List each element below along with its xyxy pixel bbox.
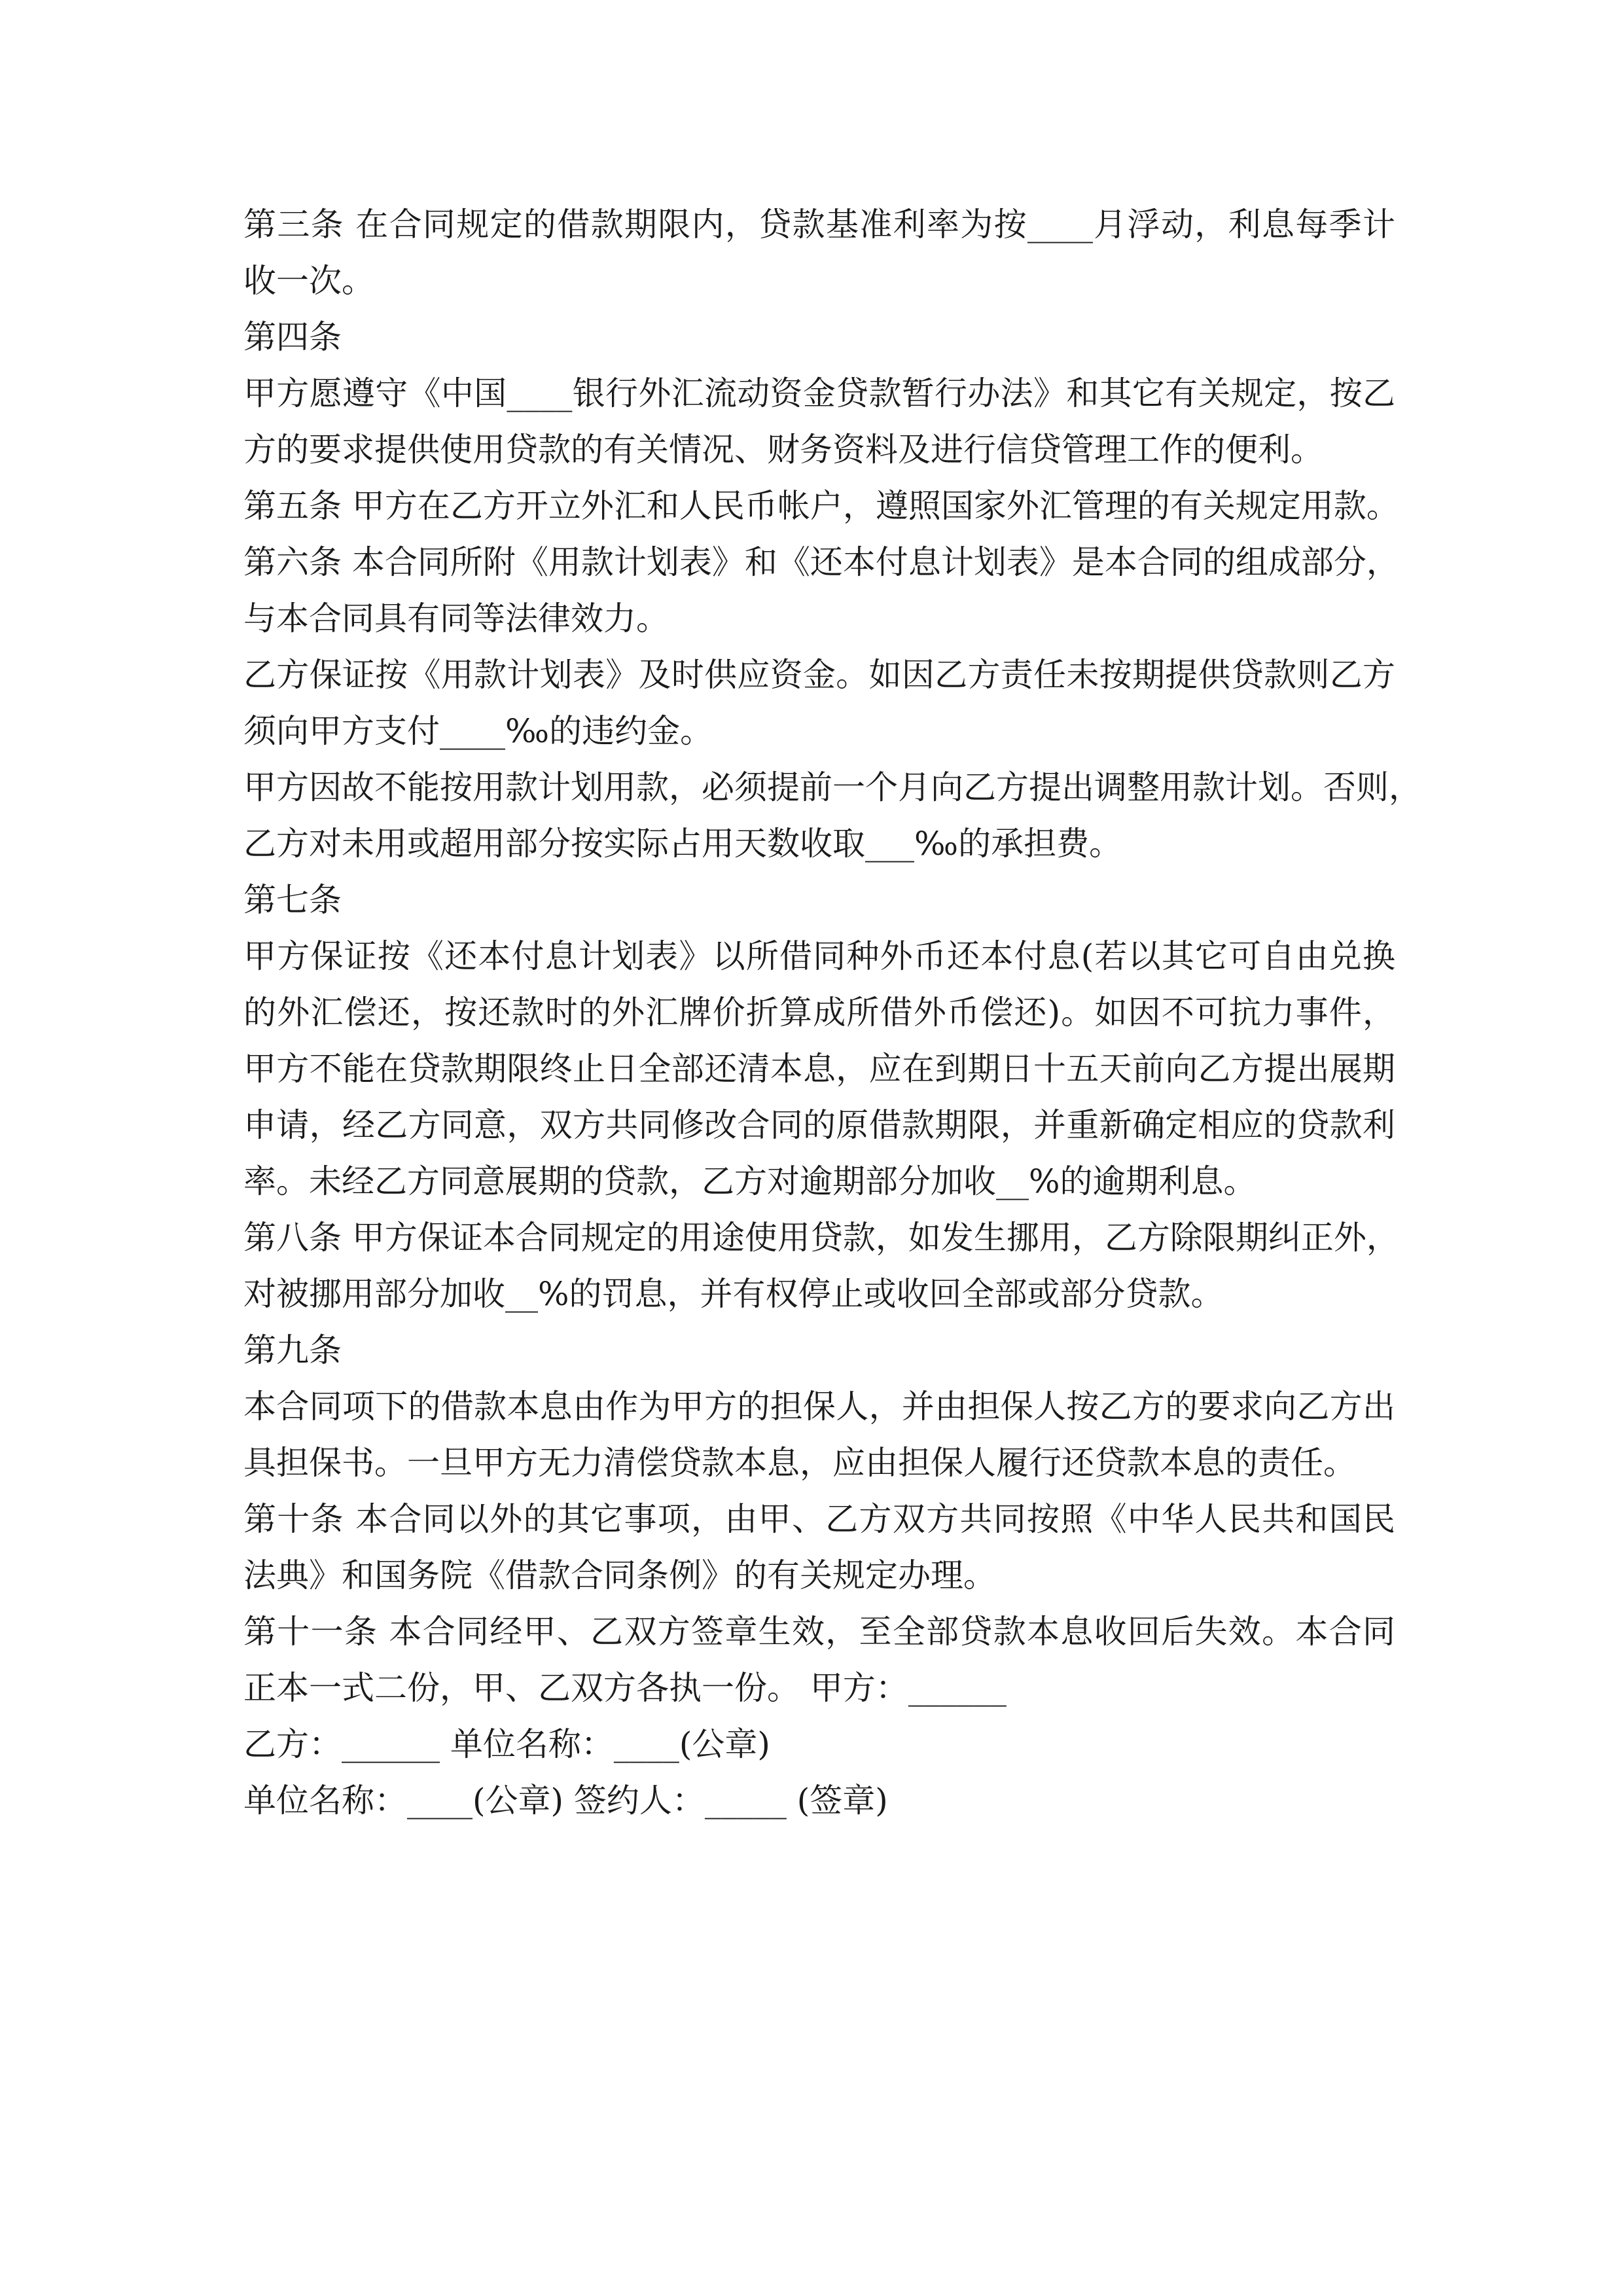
text-line: 乙方对未用或超用部分按实际占用天数收取___‰的承担费。 bbox=[243, 825, 1122, 863]
article-heading: 第九条 bbox=[243, 1331, 342, 1369]
text-line: 收一次。 bbox=[243, 262, 374, 300]
text-line: 甲方因故不能按用款计划用款，必须提前一个月向乙方提出调整用款计划。否则， bbox=[243, 768, 1421, 806]
text-line: 须向甲方支付____‰的违约金。 bbox=[243, 712, 713, 750]
text-line: 第十一条 本合同经甲、乙双方签章生效，至全部贷款本息收回后失效。本合同 bbox=[243, 1613, 1395, 1651]
text-line: 乙方保证按《用款计划表》及时供应资金。如因乙方责任未按期提供贷款则乙方 bbox=[243, 656, 1395, 694]
text-line: 甲方保证按《还本付息计划表》以所借同种外币还本付息(若以其它可自由兑换 bbox=[243, 937, 1395, 975]
article-heading: 第七条 bbox=[243, 881, 342, 919]
text-line: 具担保书。一旦甲方无力清偿贷款本息，应由担保人履行还贷款本息的责任。 bbox=[243, 1444, 1356, 1482]
text-line: 第五条 甲方在乙方开立外汇和人民币帐户，遵照国家外汇管理的有关规定用款。 bbox=[243, 487, 1399, 525]
text-line: 与本合同具有同等法律效力。 bbox=[243, 600, 669, 637]
signature-line: 乙方：______ 单位名称：____(公章) bbox=[243, 1725, 770, 1763]
text-line: 率。未经乙方同意展期的贷款，乙方对逾期部分加收__%的逾期利息。 bbox=[243, 1162, 1257, 1200]
text-line: 的外汇偿还，按还款时的外汇牌价折算成所借外币偿还)。如因不可抗力事件， bbox=[243, 994, 1395, 1031]
text-line: 申请，经乙方同意，双方共同修改合同的原借款期限，并重新确定相应的贷款利 bbox=[243, 1106, 1395, 1144]
text-line: 甲方愿遵守《中国____银行外汇流动资金贷款暂行办法》和其它有关规定，按乙 bbox=[243, 374, 1395, 412]
signature-line: 正本一式二份，甲、乙双方各执一份。 甲方：______ bbox=[243, 1669, 1007, 1707]
text-line: 本合同项下的借款本息由作为甲方的担保人，并由担保人按乙方的要求向乙方出 bbox=[243, 1388, 1395, 1426]
text-line: 第三条 在合同规定的借款期限内，贷款基准利率为按____月浮动，利息每季计 bbox=[243, 206, 1395, 243]
contract-text bbox=[243, 196, 1421, 1829]
text-line: 第六条 本合同所附《用款计划表》和《还本付息计划表》是本合同的组成部分， bbox=[243, 543, 1399, 581]
text-line: 对被挪用部分加收__%的罚息，并有权停止或收回全部或部分贷款。 bbox=[243, 1275, 1224, 1313]
text-line: 第八条 甲方保证本合同规定的用途使用贷款，如发生挪用，乙方除限期纠正外， bbox=[243, 1219, 1399, 1257]
text-line: 甲方不能在贷款期限终止日全部还清本息，应在到期日十五天前向乙方提出展期 bbox=[243, 1050, 1395, 1088]
text-line: 第十条 本合同以外的其它事项，由甲、乙方双方共同按照《中华人民共和国民 bbox=[243, 1500, 1395, 1538]
text-line: 法典》和国务院《借款合同条例》的有关规定办理。 bbox=[243, 1556, 996, 1594]
text-line: 方的要求提供使用贷款的有关情况、财务资料及进行信贷管理工作的便利。 bbox=[243, 431, 1323, 469]
signature-line: 单位名称：____(公章) 签约人：_____ (签章) bbox=[243, 1782, 888, 1820]
article-heading: 第四条 bbox=[243, 318, 342, 356]
